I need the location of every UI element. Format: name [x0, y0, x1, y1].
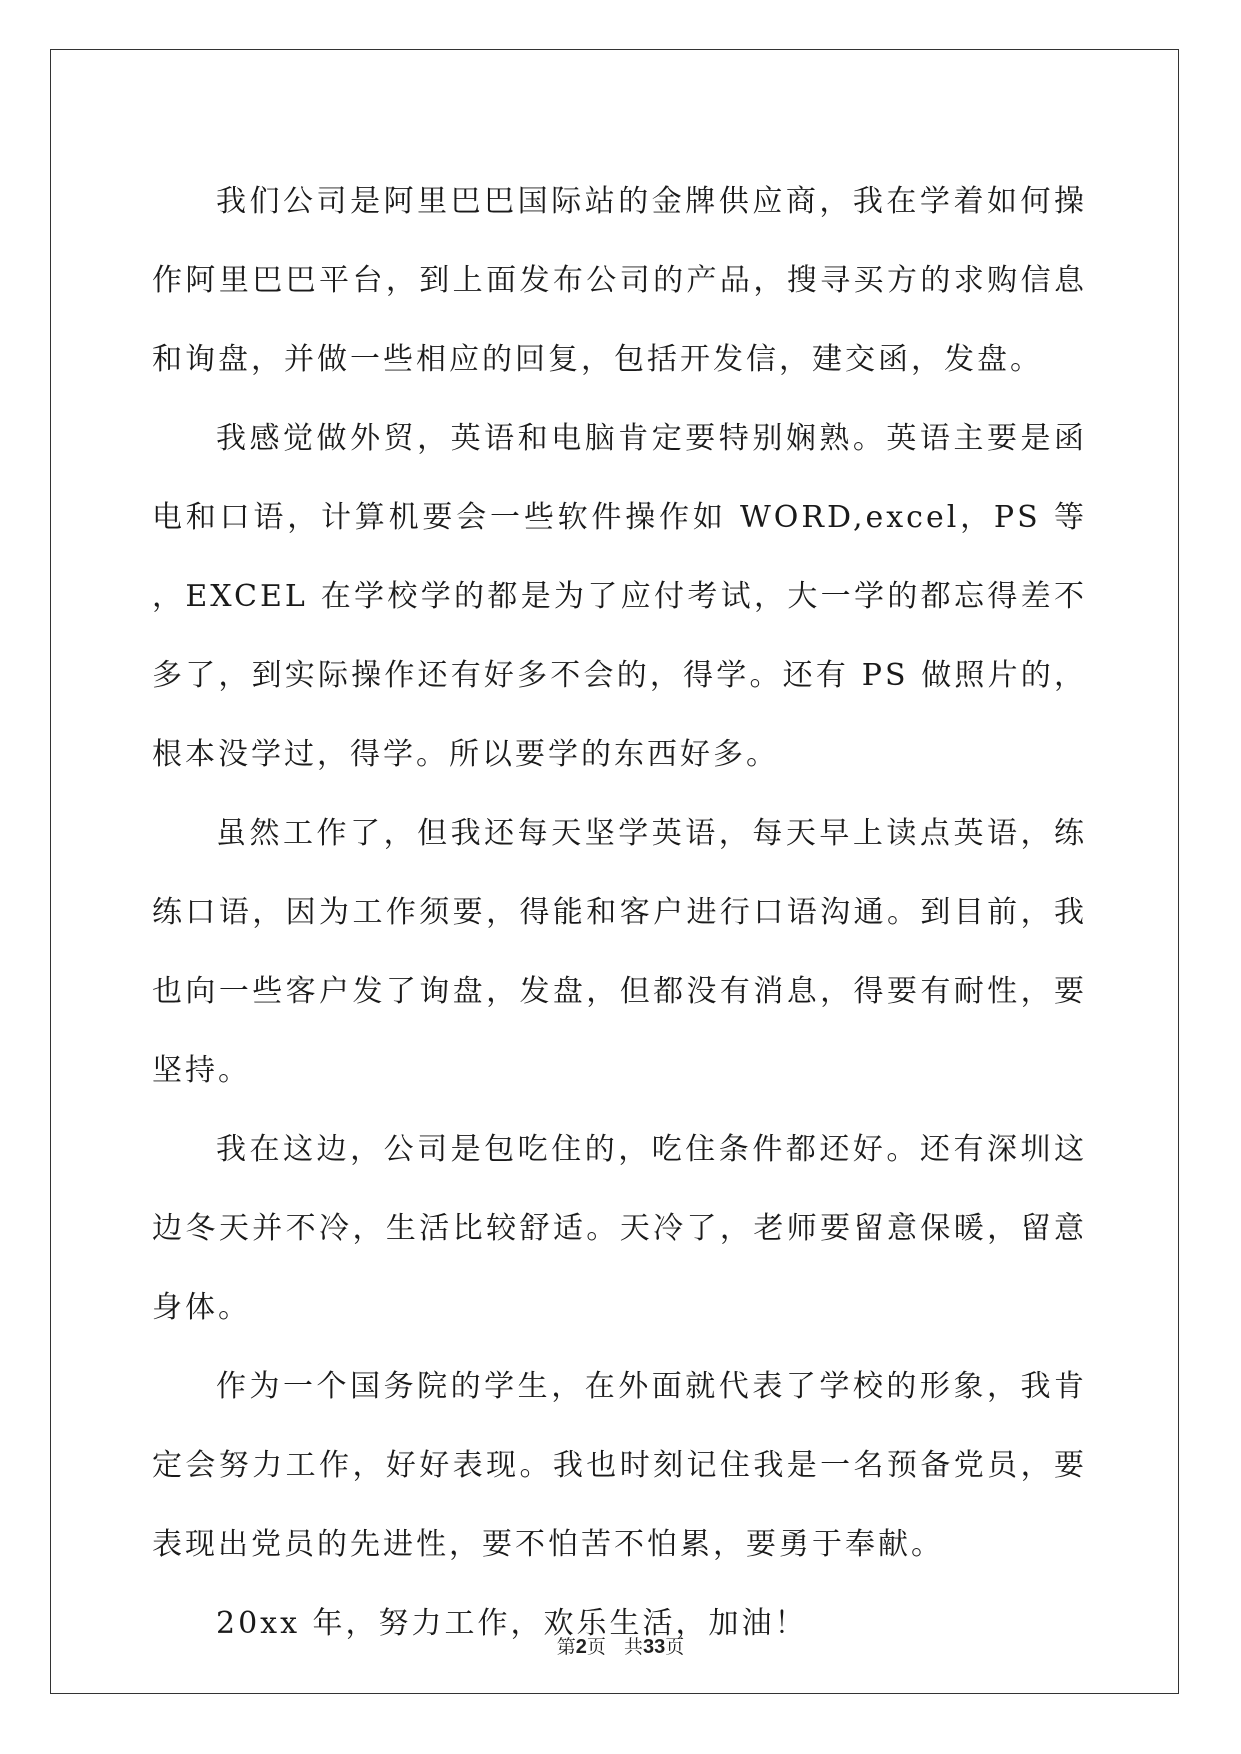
paragraph-5: 作为一个国务院的学生，在外面就代表了学校的形象，我肯定会努力工作，好好表现。我也时刻记住我是一名预备党员，要表现出党员的先进性，要不怕苦不怕累，要勇于奉献。: [152, 1369, 1087, 1562]
paragraph-6: 20xx 年，努力工作，欢乐生活，加油！: [216, 1606, 808, 1641]
total-suffix: 页: [665, 1636, 685, 1658]
total-pages-number: 33: [642, 1636, 666, 1658]
page-footer: [0, 1632, 1241, 1659]
document-body: [152, 162, 1087, 1663]
paragraph-1: 我们公司是阿里巴巴国际站的金牌供应商，我在学着如何操作阿里巴巴平台，到上面发布公司的产品，搜寻买方的求购信息和询盘，并做一些相应的回复，包括开发信，建交函，发盘。: [152, 184, 1087, 377]
page-suffix: 页: [586, 1636, 606, 1658]
paragraph-4: 我在这边，公司是包吃住的，吃住条件都还好。还有深圳这边冬天并不冷，生活比较舒适。天冷了，老师要留意保暖，留意身体。: [152, 1132, 1087, 1325]
paragraph-2: 我感觉做外贸，英语和电脑肯定要特别娴熟。英语主要是函电和口语，计算机要会一些软件操作如 WORD,excel，PS 等，EXCEL 在学校学的都是为了应付考试，大一学的都忘得差不多了，到实际操作还有好多不会的，得学。还有 PS 做照片的，根本没学过，得学。所以要学的东西好多。: [152, 421, 1087, 772]
page-prefix: 第: [556, 1636, 576, 1658]
current-page-number: 2: [575, 1636, 587, 1658]
paragraph-3: 虽然工作了，但我还每天坚学英语，每天早上读点英语，练练口语，因为工作须要，得能和客户进行口语沟通。到目前，我也向一些客户发了询盘，发盘，但都没有消息，得要有耐性，要坚持。: [152, 816, 1087, 1088]
total-prefix: 共: [623, 1636, 643, 1658]
